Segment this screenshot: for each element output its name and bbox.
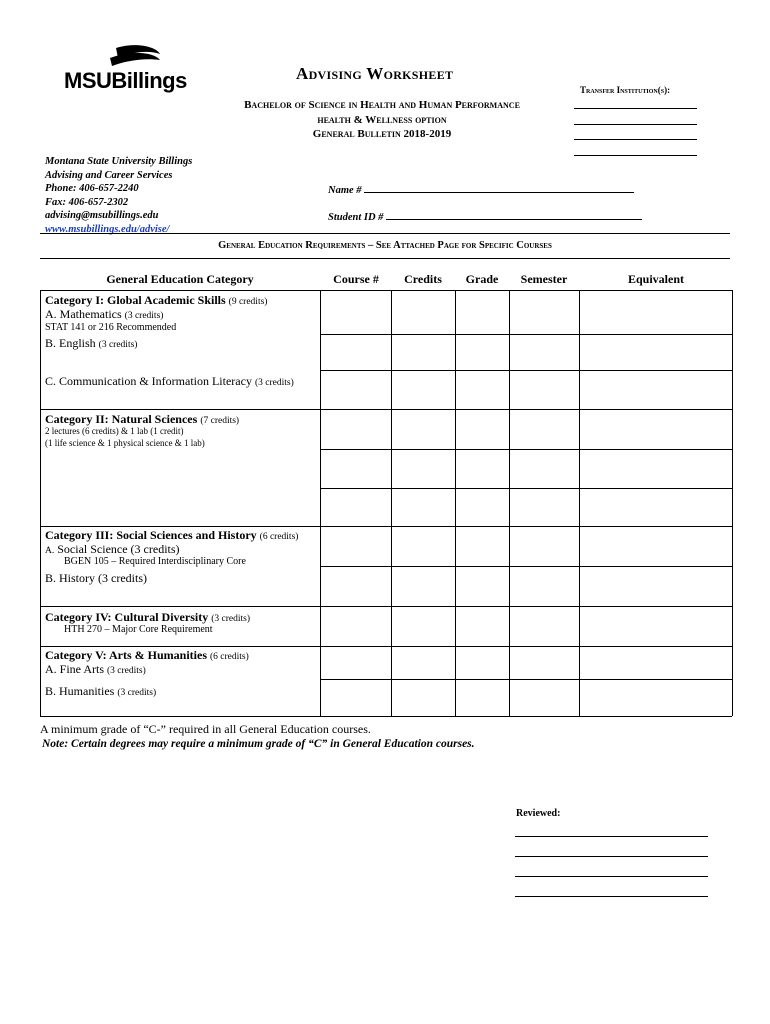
category-title: Category I: Global Academic Skills [45, 293, 226, 307]
table-rule [320, 679, 732, 680]
category-title: Category II: Natural Sciences [45, 412, 198, 426]
table-rule [579, 290, 580, 716]
department-name: Advising and Career Services [45, 169, 173, 181]
table-rule [40, 716, 732, 717]
table-rule [320, 370, 732, 371]
transfer-institution-line[interactable] [574, 108, 697, 109]
category-1-c [45, 374, 294, 389]
section-heading-bar [40, 233, 730, 259]
reviewed-signature-line[interactable] [515, 856, 708, 857]
category-credits: (7 credits) [200, 416, 240, 426]
category-3-a [45, 542, 180, 557]
category-1-title [45, 293, 267, 308]
subcategory-credits: (3 credits) [98, 340, 138, 350]
table-rule [391, 290, 392, 716]
reviewed-signature-line[interactable] [515, 896, 708, 897]
grade-requirement-note: A minimum grade of “C-” required in all General Education courses. [40, 722, 371, 736]
transfer-institution-line[interactable] [574, 124, 697, 125]
table-rule [40, 409, 732, 410]
category-5-a [45, 662, 146, 677]
category-credits: (3 credits) [211, 614, 250, 624]
table-rule [320, 290, 321, 716]
table-rule [509, 290, 510, 716]
category-credits: (9 credits) [228, 297, 268, 307]
category-credits: (6 credits) [259, 532, 299, 542]
table-rule [40, 646, 732, 647]
name-label: Name # [328, 185, 362, 196]
transfer-institution-line[interactable] [574, 155, 697, 156]
category-title: Category III: Social Sciences and History [45, 528, 257, 542]
bulletin-year: General Bulletin 2018-2019 [312, 128, 452, 140]
table-rule [455, 290, 456, 716]
subcategory-label: B. English [45, 336, 96, 350]
col-header-equivalent: Equivalent [627, 272, 684, 286]
table-rule [320, 488, 732, 489]
subcategory-credits: (3 credits) [117, 688, 157, 698]
category-title: Category IV: Cultural Diversity [45, 610, 209, 624]
subcategory-label: C. Communication & Information Literacy [45, 374, 252, 388]
category-1-b [45, 336, 137, 351]
category-1-a [45, 307, 163, 322]
degree-info [205, 98, 559, 142]
category-4-note: HTH 270 – Major Core Requirement [64, 624, 213, 635]
page-title: Advising Worksheet [296, 64, 454, 83]
col-header-course: Course # [333, 272, 379, 286]
table-rule [732, 290, 733, 716]
degree-grade-note: Note: Certain degrees may require a minimum grade of “C” in General Education courses. [42, 738, 475, 750]
table-rule [40, 606, 732, 607]
col-header-semester: Semester [520, 272, 568, 286]
col-header-grade: Grade [465, 272, 499, 286]
transfer-institution-line[interactable] [574, 139, 697, 140]
table-rule [40, 290, 41, 716]
advising-office-contact [45, 155, 192, 236]
col-header-credits: Credits [404, 272, 442, 286]
category-3-b: B. History (3 credits) [45, 571, 147, 585]
website-link[interactable]: www.msubillings.edu/advise/ [45, 223, 170, 235]
category-5-title [45, 648, 249, 663]
reviewed-label: Reviewed: [516, 808, 561, 819]
phone-number: Phone: 406-657-2240 [45, 183, 139, 194]
category-title: Category V: Arts & Humanities [45, 648, 207, 662]
category-3-a-note: BGEN 105 – Required Interdisciplinary Core [64, 556, 246, 567]
logo-wordmark: MSUBillings [64, 68, 187, 93]
category-5-b [45, 684, 156, 699]
subcategory-credits: (3 credits) [254, 378, 294, 388]
student-name-field[interactable] [328, 183, 634, 196]
category-2-title [45, 412, 239, 427]
category-2-note: (1 life science & 1 physical science & 1 lab) [45, 438, 205, 448]
category-credits: (6 credits) [210, 652, 249, 662]
category-3-title [45, 528, 298, 543]
subcategory-label: A. Mathematics [45, 307, 122, 321]
subcategory-credits: (3 credits) [107, 666, 146, 676]
table-rule [320, 334, 732, 335]
degree-line: Bachelor of Science in Health and Human Performance [244, 99, 520, 111]
category-4-title [45, 610, 250, 625]
name-line[interactable] [364, 183, 634, 193]
section-heading: General Education Requirements – See Attached Page for Specific Courses [218, 240, 552, 251]
reviewed-signature-line[interactable] [515, 836, 708, 837]
subcategory-prefix: A. [45, 546, 55, 556]
student-id-line[interactable] [386, 210, 642, 220]
table-rule [320, 566, 732, 567]
subcategory-label: A. Fine Arts [45, 662, 105, 676]
subcategory-label: Social Science (3 credits) [57, 542, 180, 556]
col-header-category: General Education Category [106, 272, 254, 286]
table-rule [40, 290, 732, 291]
degree-option: health & Wellness option [317, 113, 447, 126]
reviewed-signature-line[interactable] [515, 876, 708, 877]
category-1-a-note: STAT 141 or 216 Recommended [45, 322, 177, 333]
table-rule [320, 449, 732, 450]
category-2-note: 2 lectures (6 credits) & 1 lab (1 credit) [45, 426, 184, 436]
subcategory-label: B. Humanities [45, 684, 115, 698]
transfer-institution-label: Transfer Institution(s): [580, 85, 671, 95]
fax-number: Fax: 406-657-2302 [45, 196, 129, 208]
student-id-label: Student ID # [328, 212, 384, 223]
subcategory-credits: (3 credits) [124, 311, 164, 321]
student-id-field[interactable] [328, 210, 642, 223]
table-rule [40, 526, 732, 527]
email-address: advising@msubillings.edu [45, 210, 159, 221]
university-name: Montana State University Billings [45, 156, 193, 167]
